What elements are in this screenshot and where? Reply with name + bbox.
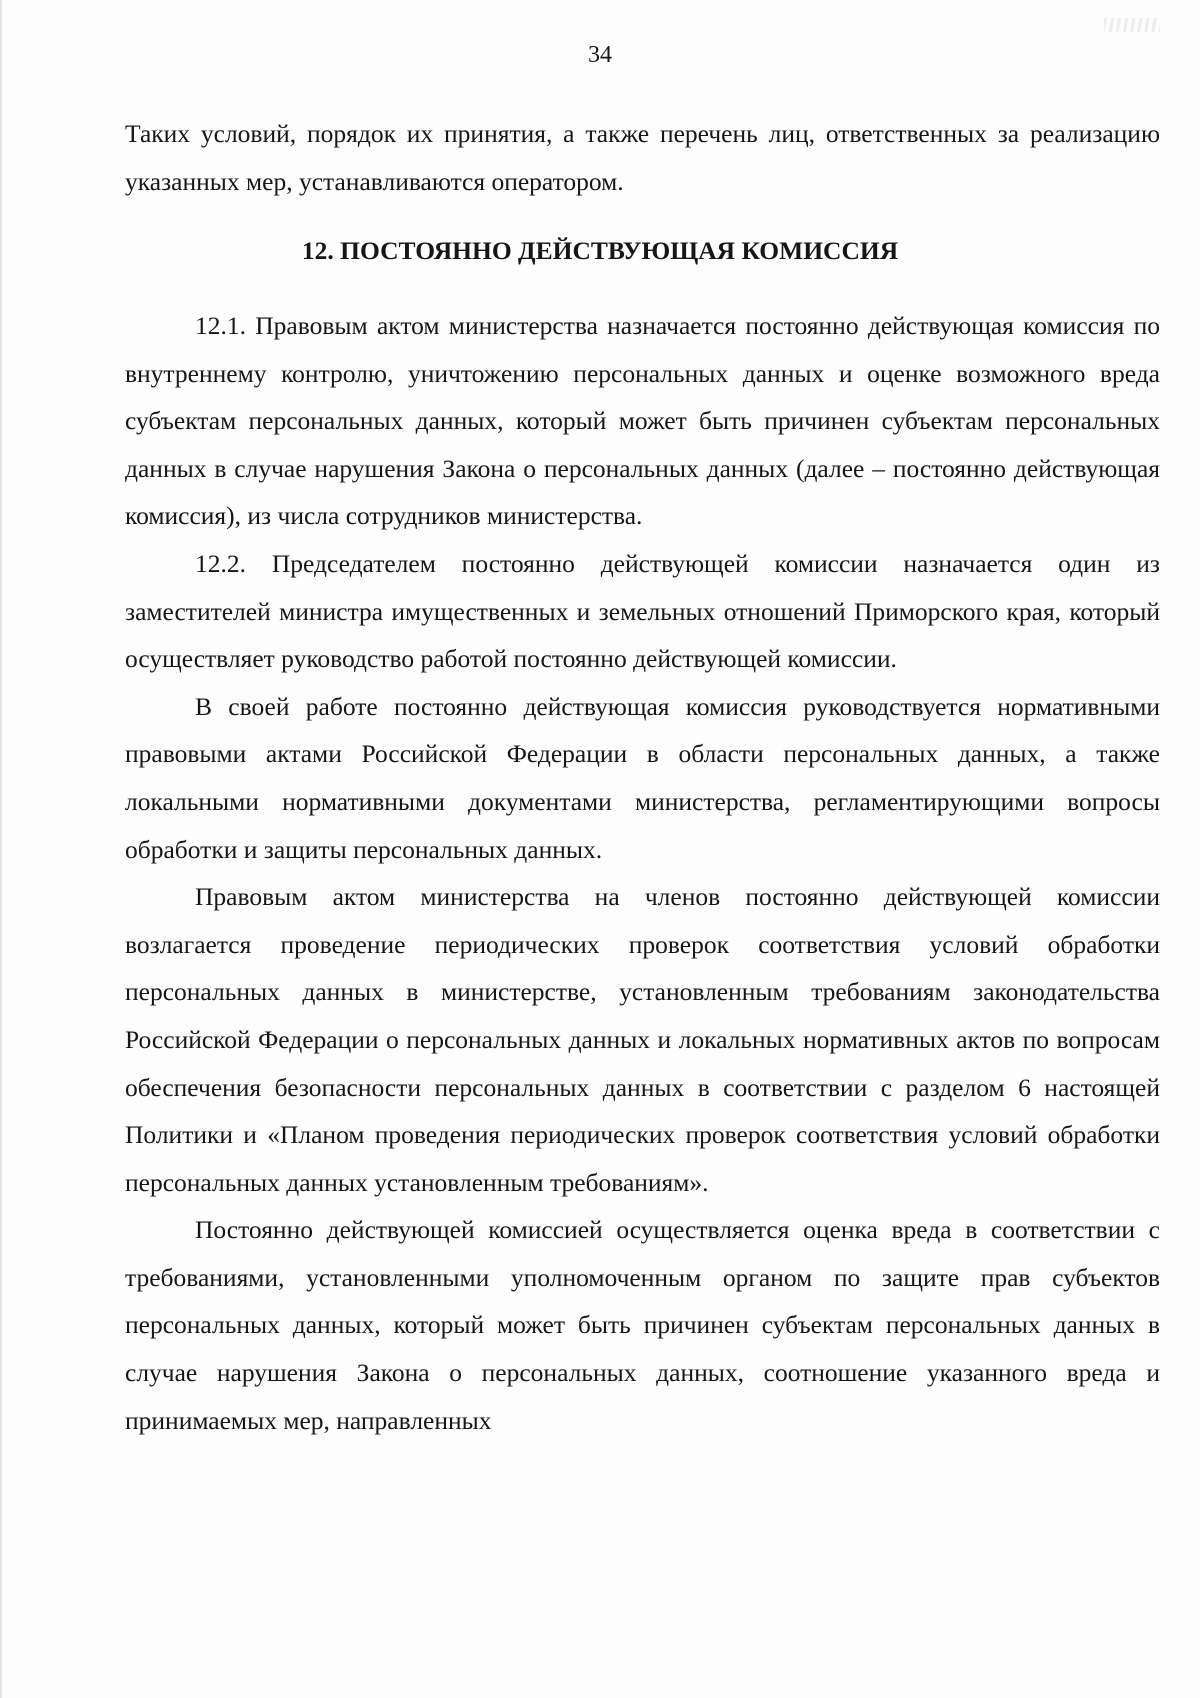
section-body [125,302,1160,1444]
paragraph-periodic-checks: Правовым актом министерства на членов постоянно действующей комиссии возлагается проведение периодических проверок соответствия условий обработки персональных данных в министерстве, установленным требованиям законодательства Российской Федерации о персональных данных и локальных нормативных актов по вопросам обеспечения безопасности персональных данных в соответствии с разделом 6 настоящей Политики и «Планом проведения периодических проверок соответствия условий обработки персональных данных установленным требованиям». [125,882,1160,1197]
continuation-paragraph: Таких условий, порядок их принятия, а также перечень лиц, ответственных за реализацию указанных мер, устанавливаются оператором. [125,119,1160,196]
section-heading: 12. ПОСТОЯННО ДЕЙСТВУЮЩАЯ КОМИССИЯ [301,236,899,265]
scan-mark [1104,18,1160,32]
page-number: 34 [588,42,612,68]
paragraph-commission-guidance: В своей работе постоянно действующая комиссия руководствуется нормативными правовыми актами Российской Федерации в области персональных данных, а также локальными нормативными документами министерства, регламентирующими вопросы обработки и защиты персональных данных. [125,691,1160,864]
continuation-block [125,110,1160,205]
paragraph-12-1: 12.1. Правовым актом министерства назначается постоянно действующая комиссия по внутреннему контролю, уничтожению персональных данных и оценке возможного вреда субъектам персональных данных, который может быть причинен субъектам персональных данных в случае нарушения Закона о персональных данных (далее – постоянно действующая комиссия), из числа сотрудников министерства. [125,311,1160,531]
paragraph-harm-assessment: Постоянно действующей комиссией осуществляется оценка вреда в соответствии с требованиями, установленными уполномоченным органом по защите прав субъектов персональных данных, который может быть причинен субъектам персональных данных в случае нарушения Закона о персональных данных, соотношение указанного вреда и принимаемых мер, направленных [125,1215,1160,1435]
paragraph-12-2: 12.2. Председателем постоянно действующей комиссии назначается один из заместителей министра имущественных и земельных отношений Приморского края, который осуществляет руководство работой постоянно действующей комиссии. [125,548,1160,674]
